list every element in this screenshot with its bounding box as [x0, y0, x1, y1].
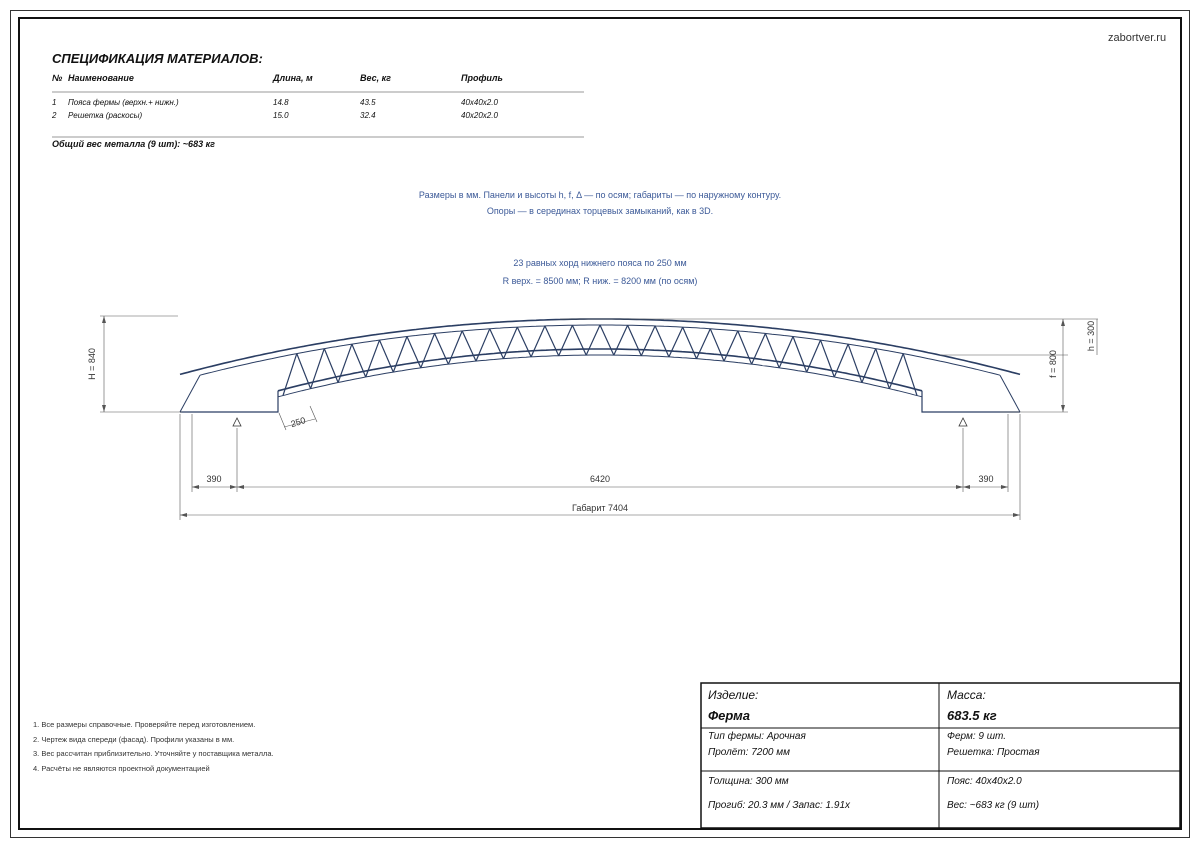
web-diagonal [366, 340, 380, 377]
spec-header-profile: Профиль [461, 73, 503, 83]
dimension-lines [100, 316, 1098, 520]
truss-thickness: Толщина: 300 мм [708, 776, 789, 787]
web-diagonal [821, 340, 835, 377]
dim-left-label: 390 [206, 474, 222, 484]
support-note: Опоры — в серединах торцевых замыканий, как в 3D. [486, 206, 714, 216]
mass-value: 683.5 кг [947, 708, 997, 723]
chord-note: 23 равных хорд нижнего пояса по 250 мм [513, 258, 687, 268]
web-diagonal [641, 326, 655, 356]
web-diagonal [559, 325, 573, 356]
spec-total: Общий вес металла (9 шт): ~683 кг [52, 139, 215, 149]
web-diagonal [876, 349, 890, 389]
top-chord-outer [180, 319, 1020, 374]
truss-type: Тип фермы: Арочная [708, 731, 806, 742]
dimension-note: Размеры в мм. Панели и высоты h, f, Δ — по осям; габариты — по наружному контуру. [418, 190, 782, 200]
spec-row-name: Решетка (раскосы) [68, 111, 143, 120]
support-markers [233, 418, 967, 426]
bottom-chord-outer [278, 355, 922, 397]
mass-label: Масса: [947, 688, 986, 702]
web-diagonal [889, 354, 903, 389]
dim-right-label: 390 [978, 474, 994, 484]
footnote: 3. Вес рассчитан приблизительно. Уточняйте у поставщика металла. [33, 749, 274, 758]
web-diagonal [297, 354, 311, 389]
web-diagonal [738, 331, 752, 364]
spec-header-num: № [52, 73, 63, 83]
web-diagonal [283, 354, 297, 396]
web-diagonal [311, 349, 325, 389]
spec-row-weight: 32.4 [360, 111, 376, 120]
product-label: Изделие: [708, 688, 759, 702]
web-diagonal [669, 327, 683, 357]
web-diagonal [586, 325, 600, 355]
spec-header-length: Длина, м [273, 73, 313, 83]
web-diagonal [655, 326, 669, 357]
web-diagonal [614, 325, 628, 355]
dim-H-label: H = 840 [87, 348, 97, 380]
lattice-type: Решетка: Простая [947, 747, 1040, 758]
web-diagonal [600, 325, 614, 355]
web-diagonal [545, 326, 559, 356]
top-chord-inner [200, 325, 1000, 375]
web-diagonal [903, 354, 917, 396]
spec-row-profile: 40х20х2.0 [461, 111, 498, 120]
spec-row-name: Пояса фермы (верхн.+ нижн.) [68, 98, 179, 107]
dim-middle-label: 6420 [589, 474, 611, 484]
dim-h-label: h = 300 [1086, 320, 1096, 352]
product-value: Ферма [708, 708, 750, 723]
web-diagonal [848, 344, 862, 382]
dim-panel-label: 250 [289, 415, 307, 430]
chord-profile: Пояс: 40х40х2.0 [947, 776, 1022, 787]
footnote: 2. Чертеж вида спереди (фасад). Профили указаны в мм. [33, 734, 235, 744]
site-url: zabortver.ru [1108, 32, 1167, 44]
spec-header-weight: Вес, кг [360, 73, 391, 83]
spec-header-name: Наименование [68, 73, 134, 83]
web-diagonal [683, 327, 697, 359]
web-diagonal [710, 329, 724, 361]
outer-frame [11, 11, 1190, 838]
left-support-icon [233, 418, 241, 426]
spec-row-weight: 43.5 [360, 98, 376, 107]
truss-count: Ферм: 9 шт. [947, 731, 1007, 742]
footnotes [33, 718, 274, 776]
left-end-closure [180, 391, 278, 412]
web-diagonal [338, 344, 352, 382]
right-end-closure [922, 391, 1020, 412]
spec-row-num: 1 [52, 98, 57, 107]
spec-row-profile: 40х40х2.0 [461, 98, 498, 107]
web-diagonal [765, 334, 779, 368]
total-weight: Вес: ~683 кг (9 шт) [947, 800, 1040, 811]
footnote: 4. Расчёты не являются проектной документацией [33, 763, 210, 773]
right-end-cap [1000, 375, 1020, 412]
left-end-cap [180, 375, 200, 412]
spec-row-length: 15.0 [273, 111, 289, 120]
web-diagonal [793, 337, 807, 373]
truss-span: Пролёт: 7200 мм [708, 747, 790, 758]
spec-row-num: 2 [52, 111, 57, 120]
dim-f-label: f = 800 [1048, 350, 1058, 378]
web-diagonal [448, 331, 462, 364]
web-diagonal [393, 337, 407, 373]
web-diagonal [628, 325, 642, 356]
radius-note: R верх. = 8500 мм; R ниж. = 8200 мм (по осям) [502, 276, 698, 286]
right-support-icon [959, 418, 967, 426]
spec-row-length: 14.8 [273, 98, 289, 107]
arch-truss [180, 319, 1020, 412]
web-diagonal [531, 326, 545, 357]
web-diagonal [476, 329, 490, 361]
deflection: Прогиб: 20.3 мм / Запас: 1.91x [708, 800, 851, 811]
footnote: 1. Все размеры справочные. Проверяйте перед изготовлением. [33, 720, 256, 729]
spec-title: СПЕЦИФИКАЦИЯ МАТЕРИАЛОВ: [52, 51, 263, 66]
web-diagonal [504, 327, 518, 359]
web-diagonal [572, 325, 586, 355]
web-diagonal [421, 334, 435, 368]
web-diagonal [517, 327, 531, 357]
dim-overall-label: Габарит 7404 [571, 503, 629, 513]
